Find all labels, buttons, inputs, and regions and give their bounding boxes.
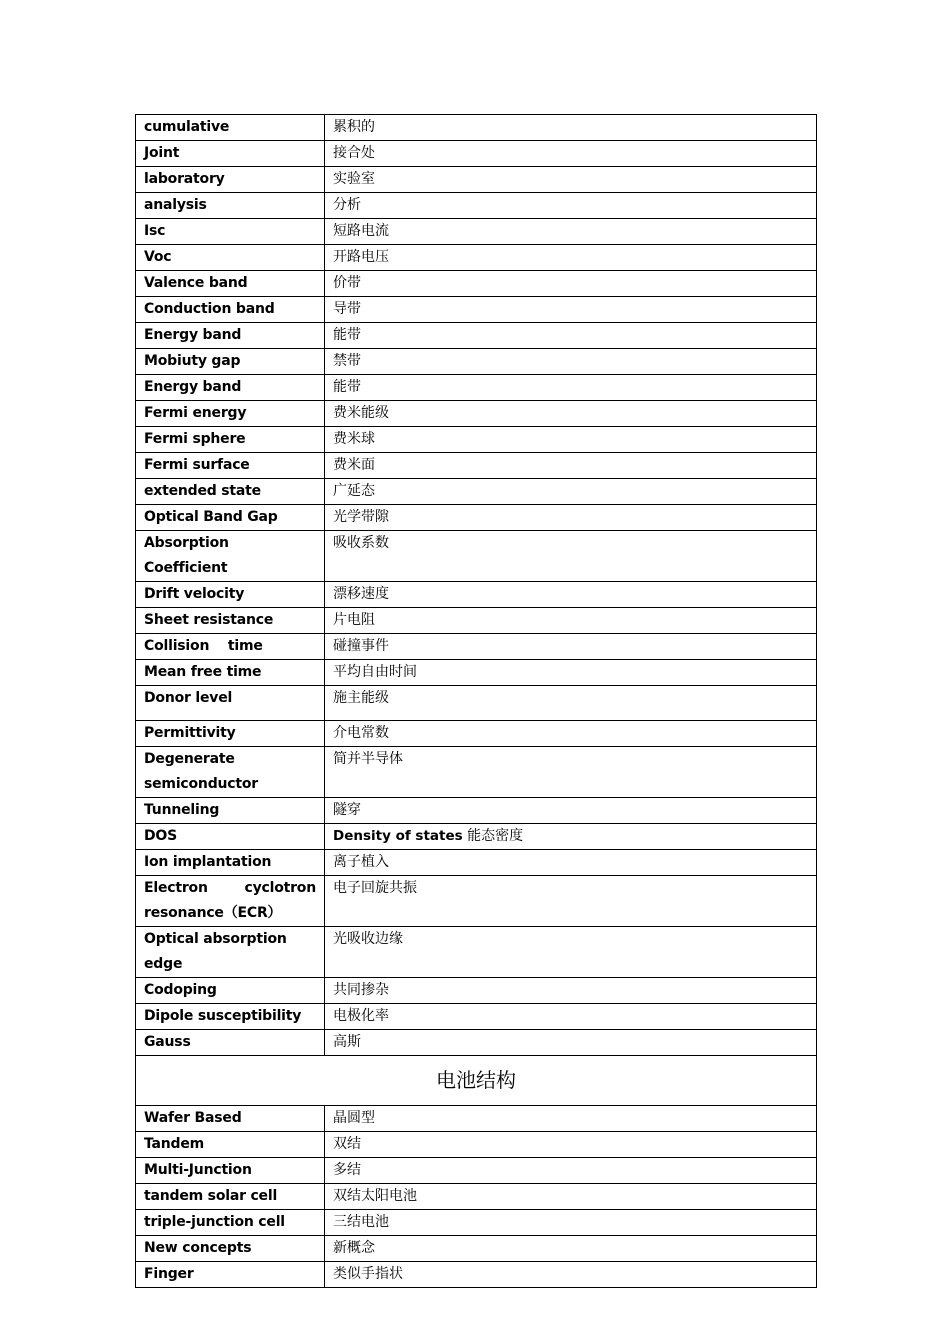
term-en: Fermi sphere — [136, 427, 325, 453]
term-zh: 光学带隙 — [325, 505, 817, 531]
table-row — [136, 582, 817, 608]
term-en: Joint — [136, 141, 325, 167]
table-row — [136, 401, 817, 427]
term-en: Fermi energy — [136, 401, 325, 427]
section-title: 电池结构 — [136, 1056, 817, 1106]
term-en: Isc — [136, 219, 325, 245]
term-en: Dipole susceptibility — [136, 1004, 325, 1030]
term-zh: 简并半导体 — [325, 747, 817, 798]
term-zh: 禁带 — [325, 349, 817, 375]
term-zh: 双结太阳电池 — [325, 1184, 817, 1210]
term-en: Energy band — [136, 323, 325, 349]
term-en: cumulative — [136, 115, 325, 141]
table-row — [136, 193, 817, 219]
term-zh: 片电阻 — [325, 608, 817, 634]
table-row — [136, 1236, 817, 1262]
term-zh: 价带 — [325, 271, 817, 297]
table-row — [136, 1132, 817, 1158]
term-en: Drift velocity — [136, 582, 325, 608]
term-zh: Density of states 能态密度 — [325, 824, 817, 850]
term-zh: 高斯 — [325, 1030, 817, 1056]
table-row — [136, 927, 817, 978]
term-en: Electron cyclotron resonance（ECR） — [136, 876, 325, 927]
table-row — [136, 245, 817, 271]
term-en: Valence band — [136, 271, 325, 297]
term-en: extended state — [136, 479, 325, 505]
table-row — [136, 608, 817, 634]
term-en: New concepts — [136, 1236, 325, 1262]
table-row — [136, 1210, 817, 1236]
term-en: Fermi surface — [136, 453, 325, 479]
table-row — [136, 141, 817, 167]
term-zh: 费米面 — [325, 453, 817, 479]
term-en: Degenerate semiconductor — [136, 747, 325, 798]
term-en: Mobiuty gap — [136, 349, 325, 375]
table-row — [136, 824, 817, 850]
table-row — [136, 747, 817, 798]
term-zh: 短路电流 — [325, 219, 817, 245]
term-zh: 能带 — [325, 375, 817, 401]
term-en: Multi-Junction — [136, 1158, 325, 1184]
term-zh: 漂移速度 — [325, 582, 817, 608]
section-header-row — [136, 1056, 817, 1106]
table-row — [136, 634, 817, 660]
term-zh: 累积的 — [325, 115, 817, 141]
term-zh: 费米能级 — [325, 401, 817, 427]
table-row — [136, 1184, 817, 1210]
term-en: Absorption Coefficient — [136, 531, 325, 582]
term-en: Permittivity — [136, 721, 325, 747]
term-en: Optical Band Gap — [136, 505, 325, 531]
term-zh: 类似手指状 — [325, 1262, 817, 1288]
table-row — [136, 721, 817, 747]
term-en: Tunneling — [136, 798, 325, 824]
term-zh: 能带 — [325, 323, 817, 349]
term-zh: 多结 — [325, 1158, 817, 1184]
table-row — [136, 167, 817, 193]
term-en: triple-junction cell — [136, 1210, 325, 1236]
term-zh: 吸收系数 — [325, 531, 817, 582]
term-zh: 三结电池 — [325, 1210, 817, 1236]
table-row — [136, 798, 817, 824]
term-en: Conduction band — [136, 297, 325, 323]
term-en: Energy band — [136, 375, 325, 401]
table-row — [136, 660, 817, 686]
table-row — [136, 850, 817, 876]
term-en: Finger — [136, 1262, 325, 1288]
table-row — [136, 271, 817, 297]
table-row — [136, 686, 817, 721]
term-en: Donor level — [136, 686, 325, 721]
term-zh: 广延态 — [325, 479, 817, 505]
table-row — [136, 323, 817, 349]
term-zh: 新概念 — [325, 1236, 817, 1262]
table-row — [136, 349, 817, 375]
table-row — [136, 375, 817, 401]
term-en: Voc — [136, 245, 325, 271]
term-en: Mean free time — [136, 660, 325, 686]
term-zh: 碰撞事件 — [325, 634, 817, 660]
glossary-table — [135, 114, 817, 1288]
table-row — [136, 531, 817, 582]
table-row — [136, 427, 817, 453]
table-row — [136, 1262, 817, 1288]
table-row — [136, 479, 817, 505]
term-zh: 施主能级 — [325, 686, 817, 721]
table-row — [136, 876, 817, 927]
term-zh: 费米球 — [325, 427, 817, 453]
table-row — [136, 453, 817, 479]
table-row — [136, 219, 817, 245]
table-row — [136, 1004, 817, 1030]
term-zh: 共同掺杂 — [325, 978, 817, 1004]
table-row — [136, 1106, 817, 1132]
term-zh: 电子回旋共振 — [325, 876, 817, 927]
term-zh: 电极化率 — [325, 1004, 817, 1030]
table-row — [136, 115, 817, 141]
table-row — [136, 978, 817, 1004]
term-zh: 介电常数 — [325, 721, 817, 747]
term-en: analysis — [136, 193, 325, 219]
term-zh: 光吸收边缘 — [325, 927, 817, 978]
term-en: Collision time — [136, 634, 325, 660]
term-zh: 接合处 — [325, 141, 817, 167]
term-zh: 开路电压 — [325, 245, 817, 271]
term-en: Gauss — [136, 1030, 325, 1056]
table-row — [136, 505, 817, 531]
term-en: Wafer Based — [136, 1106, 325, 1132]
term-zh: 晶圆型 — [325, 1106, 817, 1132]
table-row — [136, 1030, 817, 1056]
term-en: tandem solar cell — [136, 1184, 325, 1210]
table-row — [136, 297, 817, 323]
term-en: DOS — [136, 824, 325, 850]
term-en: Codoping — [136, 978, 325, 1004]
term-en: Tandem — [136, 1132, 325, 1158]
term-zh: 隧穿 — [325, 798, 817, 824]
term-zh: 分析 — [325, 193, 817, 219]
term-zh: 双结 — [325, 1132, 817, 1158]
term-en: Optical absorption edge — [136, 927, 325, 978]
table-row — [136, 1158, 817, 1184]
term-zh: 离子植入 — [325, 850, 817, 876]
term-en: Ion implantation — [136, 850, 325, 876]
term-zh: 实验室 — [325, 167, 817, 193]
term-zh: 平均自由时间 — [325, 660, 817, 686]
term-zh: 导带 — [325, 297, 817, 323]
term-en: laboratory — [136, 167, 325, 193]
term-en: Sheet resistance — [136, 608, 325, 634]
